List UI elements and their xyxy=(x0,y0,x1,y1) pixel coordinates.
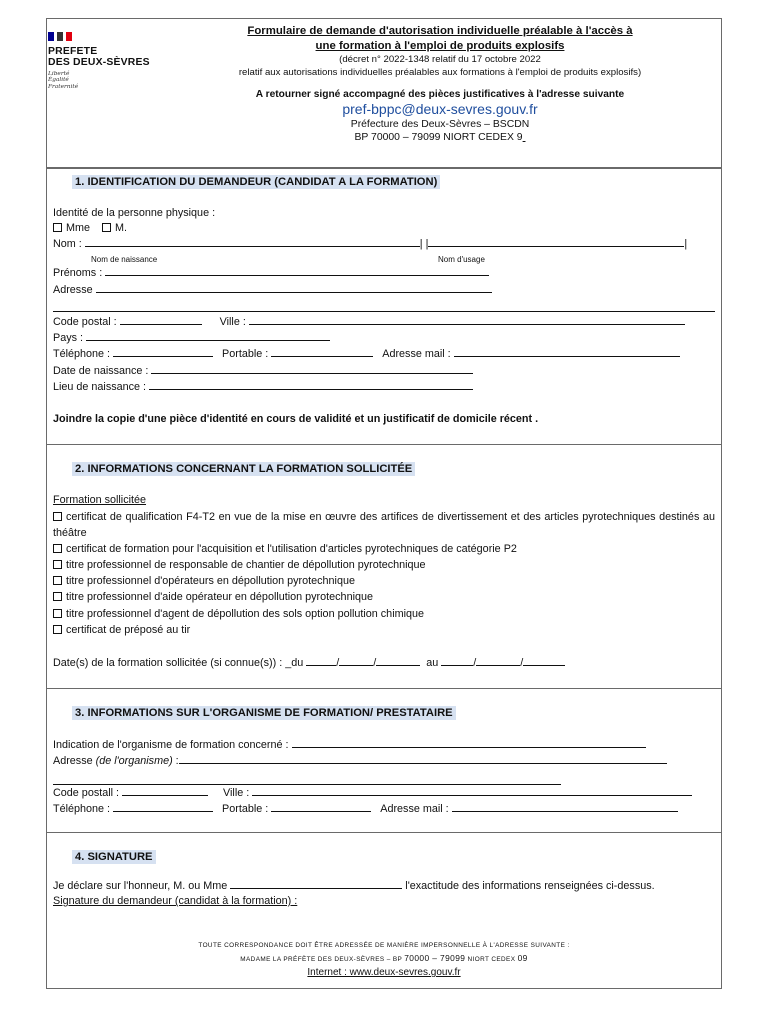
nom-label: Nom : xyxy=(53,238,82,250)
declaration-text-end: l'exactitude des informations renseignées ci-dessus. xyxy=(405,880,655,892)
formation-option: certificat de formation pour l'acquisition et l'utilisation d'articles pyrotechniques de catégorie P2 xyxy=(53,543,517,555)
organisme-code-postal-field[interactable] xyxy=(122,787,208,796)
date-from-day[interactable] xyxy=(306,657,336,666)
date-naissance-label: Date de naissance : xyxy=(53,365,149,377)
formation-checkbox[interactable] xyxy=(53,560,62,569)
prefecture-logo xyxy=(48,32,178,90)
declaration-text: Je déclare sur l'honneur, M. ou Mme xyxy=(53,880,228,892)
adresse-mail-field[interactable] xyxy=(454,348,680,357)
organisme-adresse-label: Adresse xyxy=(53,755,93,767)
organisme-field[interactable] xyxy=(292,739,646,748)
divider xyxy=(46,444,722,445)
organisme-portable-field[interactable] xyxy=(271,803,371,812)
telephone-row xyxy=(53,348,680,360)
adresse-field[interactable] xyxy=(96,284,492,293)
telephone-field[interactable] xyxy=(113,348,213,357)
portable-label: Portable : xyxy=(222,348,269,360)
prefet-line2: DES DEUX-SÈVRES xyxy=(48,57,150,68)
section1-title: 1. IDENTIFICATION DU DEMANDEUR (CANDIDAT A LA FORMATION) xyxy=(72,175,440,189)
formation-option: titre professionnel d'opérateurs en dépollution pyrotechnique xyxy=(53,575,355,587)
m-checkbox[interactable] xyxy=(102,223,111,232)
devise: Liberté Égalité Fraternité xyxy=(48,71,79,90)
formation-option: certificat de préposé au tir xyxy=(53,624,190,636)
date-to-month[interactable] xyxy=(476,657,520,666)
organisme-label: Indication de l'organisme de formation concerné : xyxy=(53,739,289,751)
formation-checkbox[interactable] xyxy=(53,512,62,521)
organisme-adresse-mail-field[interactable] xyxy=(452,803,678,812)
formation-option: certificat de qualification F4-T2 en vue de la mise en œuvre des artifices de divertissement et des articles pyrotechniques destinés au théâtre xyxy=(53,511,715,539)
decret-line1: (décret n° 2022-1348 relatif du 17 octobre 2022 xyxy=(339,54,541,65)
organisme-code-postal-label: Code postall : xyxy=(53,787,120,799)
prenoms-row xyxy=(53,267,489,279)
footer xyxy=(46,940,722,979)
lieu-naissance-field[interactable] xyxy=(149,381,473,390)
signature-label: Signature du demandeur (candidat à la formation) : xyxy=(53,895,298,907)
organisme-ville-label: Ville : xyxy=(223,787,250,799)
decret-line2: relatif aux autorisations individuelles préalables aux formations à l'emploi de produits explosifs) xyxy=(238,66,642,78)
formation-option: titre professionnel d'agent de dépollution des sols option pollution chimique xyxy=(53,608,424,620)
adresse-field-line2[interactable] xyxy=(53,311,715,312)
formation-label: Formation sollicitée xyxy=(53,494,147,506)
return-instructions: A retourner signé accompagné des pièces justificatives à l'adresse suivante xyxy=(255,89,625,101)
date-to-day[interactable] xyxy=(441,657,473,666)
section3-title: 3. INFORMATIONS SUR L'ORGANISME DE FORMATION/ PRESTATAIRE xyxy=(72,706,456,720)
ville-field[interactable] xyxy=(249,316,685,325)
organisme-telephone-row xyxy=(53,803,678,815)
section4-title: 4. SIGNATURE xyxy=(72,850,156,864)
email-link[interactable]: pref-bppc@deux-sevres.gouv.fr xyxy=(342,101,538,118)
mme-label: Mme xyxy=(66,222,90,234)
adresse-mail-label: Adresse mail : xyxy=(382,348,451,360)
organisme-portable-label: Portable : xyxy=(222,803,269,815)
organisme-telephone-label: Téléphone : xyxy=(53,803,111,815)
organisme-adresse-mail-label: Adresse mail : xyxy=(380,803,449,815)
form-title-line2: une formation à l'emploi de produits explosifs xyxy=(315,40,565,52)
cp-ville-row xyxy=(53,316,685,328)
civility-row xyxy=(53,222,127,234)
telephone-label: Téléphone : xyxy=(53,348,111,360)
dates-row: Date(s) de la formation sollicitée (si connue(s)) : _du / / au / / xyxy=(53,657,565,669)
pays-label: Pays : xyxy=(53,332,84,344)
date-naissance-row xyxy=(53,365,473,377)
divider xyxy=(46,688,722,689)
nom-usage-field[interactable] xyxy=(428,238,684,247)
marianne-icon xyxy=(48,32,178,42)
form-title-line1: Formulaire de demande d'autorisation individuelle préalable à l'accès à xyxy=(247,25,633,37)
organisme-adresse-field[interactable] xyxy=(179,755,667,764)
formation-checkbox[interactable] xyxy=(53,592,62,601)
pays-field[interactable] xyxy=(86,332,330,341)
date-naissance-field[interactable] xyxy=(151,365,473,374)
address-line2: BP 70000 – 79099 NIORT CEDEX 9 xyxy=(354,132,523,144)
mme-checkbox[interactable] xyxy=(53,223,62,232)
formation-checkbox[interactable] xyxy=(53,576,62,585)
au-label: au xyxy=(426,657,439,669)
portable-field[interactable] xyxy=(271,348,373,357)
organisme-adresse-hint: (de l'organisme) xyxy=(95,755,173,767)
prenoms-label: Prénoms : xyxy=(53,267,103,279)
divider xyxy=(46,832,722,833)
identite-label: Identité de la personne physique : xyxy=(53,207,216,219)
declarant-name-field[interactable] xyxy=(230,880,402,889)
date-from-year[interactable] xyxy=(376,657,420,666)
formation-option: titre professionnel de responsable de chantier de dépollution pyrotechnique xyxy=(53,559,426,571)
lieu-naissance-label: Lieu de naissance : xyxy=(53,381,147,393)
organisme-adresse-line2[interactable] xyxy=(53,784,561,785)
nom-naissance-caption: Nom de naissance xyxy=(91,255,158,264)
footer-line2: MADAME LA PRÉFÈTE DES DEUX-SÈVRES – BP 70000 – 79099 NIORT CEDEX 09 xyxy=(240,953,528,963)
organisme-cp-row xyxy=(53,787,692,799)
address-line1: Préfecture des Deux-Sèvres – BSCDN xyxy=(350,119,530,131)
nom-naissance-field[interactable] xyxy=(85,238,420,247)
organisme-ville-field[interactable] xyxy=(252,787,692,796)
organisme-row xyxy=(53,739,646,751)
organisme-telephone-field[interactable] xyxy=(113,803,213,812)
formation-checkbox[interactable] xyxy=(53,609,62,618)
section2-title: 2. INFORMATIONS CONCERNANT LA FORMATION SOLLICITÉE xyxy=(72,462,415,476)
prefet-line1: PREFETE xyxy=(48,46,98,57)
date-from-month[interactable] xyxy=(339,657,373,666)
website-link[interactable]: Internet : www.deux-sevres.gouv.fr xyxy=(307,967,461,978)
nom-row: Nom : | | | xyxy=(53,238,688,250)
adresse-row xyxy=(53,284,492,296)
form-header xyxy=(190,24,690,144)
date-to-year[interactable] xyxy=(523,657,565,666)
m-label: M. xyxy=(115,222,127,234)
code-postal-field[interactable] xyxy=(120,316,202,325)
code-postal-label: Code postal : xyxy=(53,316,117,328)
formation-checkbox[interactable] xyxy=(53,544,62,553)
footer-line1: TOUTE CORRESPONDANCE DOIT ÊTRE ADRESSÉE DE MANIÈRE IMPERSONNELLE À L'ADRESSE SUIVANTE : xyxy=(198,942,570,949)
nom-usage-caption: Nom d'usage xyxy=(438,255,485,264)
formation-checkbox[interactable] xyxy=(53,625,62,634)
lieu-naissance-row xyxy=(53,381,473,393)
formation-option: titre professionnel d'aide opérateur en dépollution pyrotechnique xyxy=(53,591,373,603)
organisme-adresse-row: Adresse (de l'organisme) : xyxy=(53,755,667,767)
adresse-label: Adresse xyxy=(53,284,93,296)
dates-label: Date(s) de la formation sollicitée (si connue(s)) : _du xyxy=(53,657,304,669)
joindre-note: Joindre la copie d'une pièce d'identité en cours de validité et un justificatif de domicile récent . xyxy=(53,413,539,425)
declaration-row xyxy=(53,880,655,892)
pays-row xyxy=(53,332,330,344)
prenoms-field[interactable] xyxy=(105,267,489,276)
ville-label: Ville : xyxy=(219,316,246,328)
